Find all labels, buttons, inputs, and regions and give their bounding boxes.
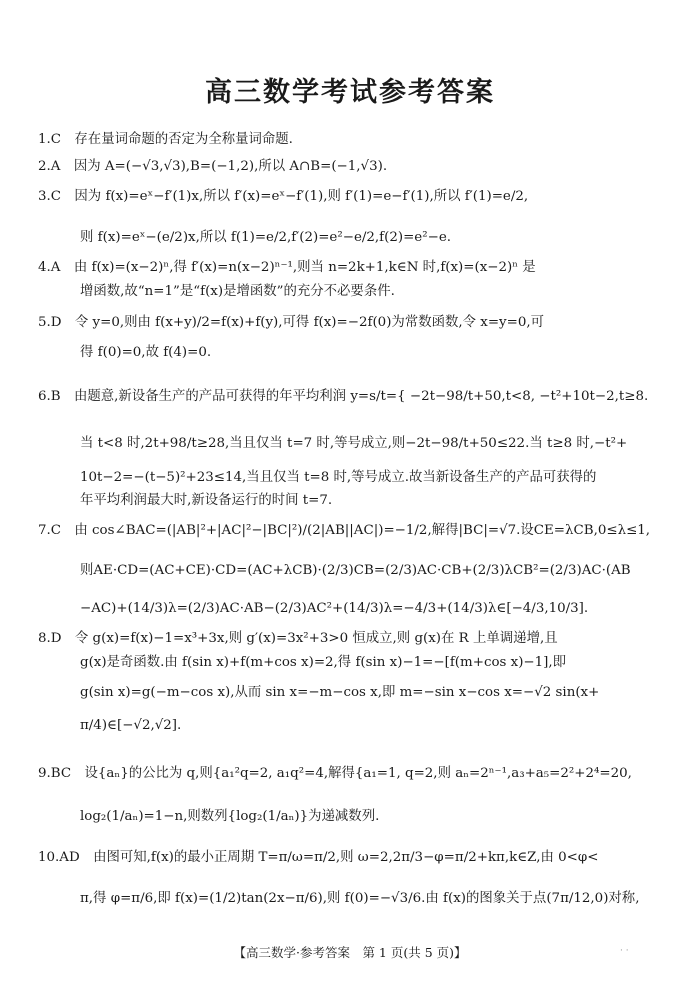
answer-line: 得 f(0)=0,故 f(4)=0. (80, 345, 212, 360)
answer-line: 2.A 因为 A=(−√3,√3),B=(−1,2),所以 A∩B=(−1,√3). (38, 159, 388, 174)
answer-line: 增函数,故“n=1”是“f(x)是增函数”的充分不必要条件. (80, 284, 395, 299)
corner-mark: · · (620, 946, 629, 956)
answer-line: 8.D 令 g(x)=f(x)−1=x³+3x,则 g′(x)=3x²+3>0 恒成立,则 g(x)在 R 上单调递增,且 (38, 631, 558, 646)
page-title: 高三数学考试参考答案 (205, 77, 495, 108)
answer-line: g(sin x)=g(−m−cos x),从而 sin x=−m−cos x,即 m=−sin x−cos x=−√2 sin(x+ (80, 685, 600, 700)
answer-line: 则AE·CD=(AC+CE)·CD=(AC+λCB)·(2/3)CB=(2/3)AC·CB+(2/3)λCB²=(2/3)AC·(AB (80, 563, 631, 578)
answer-line: 4.A 由 f(x)=(x−2)ⁿ,得 f′(x)=n(x−2)ⁿ⁻¹,则当 n=2k+1,k∈N 时,f(x)=(x−2)ⁿ 是 (38, 260, 536, 275)
answer-line: log₂(1/aₙ)=1−n,则数列{log₂(1/aₙ)}为递减数列. (80, 809, 380, 824)
answer-line: π/4)∈[−√2,√2]. (80, 718, 182, 733)
answer-line: 1.C 存在量词命题的否定为全称量词命题. (38, 132, 293, 147)
answer-line: 5.D 令 y=0,则由 f(x+y)/2=f(x)+f(y),可得 f(x)=−2f(0)为常数函数,令 x=y=0,可 (38, 315, 544, 330)
answer-line: π,得 φ=π/6,即 f(x)=(1/2)tan(2x−π/6),则 f(0)=−√3/6.由 f(x)的图象关于点(7π/12,0)对称, (80, 891, 640, 906)
answer-line: 7.C 由 cos∠BAC=(|AB|²+|AC|²−|BC|²)/(2|AB||AC|)=−1/2,解得|BC|=√7.设CE=λCB,0≤λ≤1, (38, 523, 651, 538)
answer-line: 当 t<8 时,2t+98/t≥28,当且仅当 t=7 时,等号成立,则−2t−98/t+50≤22.当 t≥8 时,−t²+ (80, 436, 628, 451)
answer-line: 则 f(x)=eˣ−(e/2)x,所以 f(1)=e/2,f′(2)=e²−e/2,f(2)=e²−e. (80, 230, 451, 245)
page-footer: 【高三数学·参考答案 第 1 页(共 5 页)】 (233, 945, 467, 960)
answer-line: 10.AD 由图可知,f(x)的最小正周期 T=π/ω=π/2,则 ω=2,2π/3−φ=π/2+kπ,k∈Z,由 0<φ< (38, 850, 599, 865)
answer-line: 9.BC 设{aₙ}的公比为 q,则{a₁²q=2, a₁q²=4,解得{a₁=1, q=2,则 aₙ=2ⁿ⁻¹,a₃+a₅=2²+2⁴=20, (38, 766, 632, 781)
answer-line: g(x)是奇函数.由 f(sin x)+f(m+cos x)=2,得 f(sin x)−1=−[f(m+cos x)−1],即 (80, 655, 567, 670)
answer-line: 3.C 因为 f(x)=eˣ−f′(1)x,所以 f′(x)=eˣ−f′(1),则 f′(1)=e−f′(1),所以 f′(1)=e/2, (38, 189, 529, 204)
answer-line: −AC)+(14/3)λ=(2/3)AC·AB−(2/3)AC²+(14/3)λ=−4/3+(14/3)λ∈[−4/3,10/3]. (80, 601, 589, 616)
answer-line: 年平均利润最大时,新设备运行的时间 t=7. (80, 493, 333, 508)
answer-line: 10t−2=−(t−5)²+23≤14,当且仅当 t=8 时,等号成立.故当新设备生产的产品可获得的 (80, 470, 597, 485)
answer-line: 6.B 由题意,新设备生产的产品可获得的年平均利润 y=s/t={ −2t−98/t+50,t<8, −t²+10t−2,t≥8. (38, 389, 649, 404)
